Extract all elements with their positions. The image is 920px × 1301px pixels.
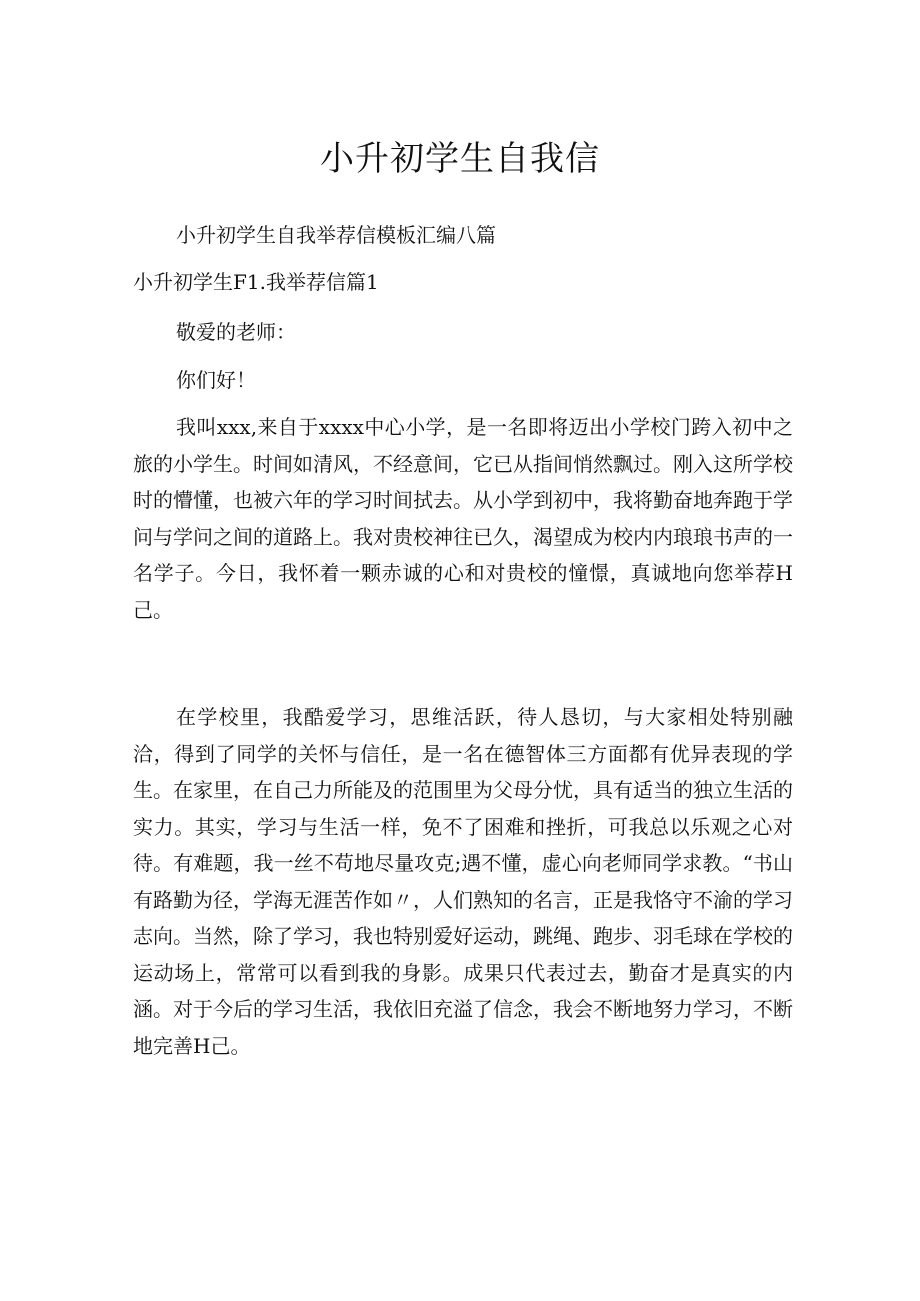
document-subtitle: 小升初学生自我举荐信模板汇编八篇 [176,223,496,247]
greeting: 你们好！ [176,368,256,392]
salutation: 敬爱的老师： [176,320,296,344]
body-paragraph-2: 在学校里，我酷爱学习，思维活跃，待人恳切，与大家相处特别融洽，得到了同学的关怀与信任，是一名在德智体三方面都有优异表现的学生。在家里，在自己力所能及的范围里为父母分忧，具有适当的独立生活的实力。其实，学习与生活一样，免不了困难和挫折，可我总以乐观之心对待。有难题，我一丝不苟地尽量攻克;遇不懂，虚心向老师同学求教。“书山有路勤为径，学海无涯苦作如〃，人们熟知的名言，正是我恪守不渝的学习志向。当然，除了学习，我也特别爱好运动，跳绳、跑步、羽毛球在学校的运动场上，常常可以看到我的身影。成果只代表过去，勤奋才是真实的内涵。对于今后的学习生活，我依旧充溢了信念，我会不断地努力学习，不断地完善H己。 [133,705,793,1058]
section-heading: 小升初学生F1.我举荐信篇1 [133,270,379,294]
document-title: 小升初学生自我信 [320,139,600,179]
body-paragraph-1: 我叫xxx,来自于xxxx中心小学，是一名即将迈出小学校门跨入初中之旅的小学生。时间如清风，不经意间，它已从指间悄然飘过。刚入这所学校时的懵懂，也被六年的学习时间拭去。从小学到初中，我将勤奋地奔跑于学问与学问之间的道路上。我对贵校神往已久，渴望成为校内内琅琅书声的一名学子。今日，我怀着一颗赤诚的心和对贵校的憧憬，真诚地向您举荐H己。 [133,415,793,622]
